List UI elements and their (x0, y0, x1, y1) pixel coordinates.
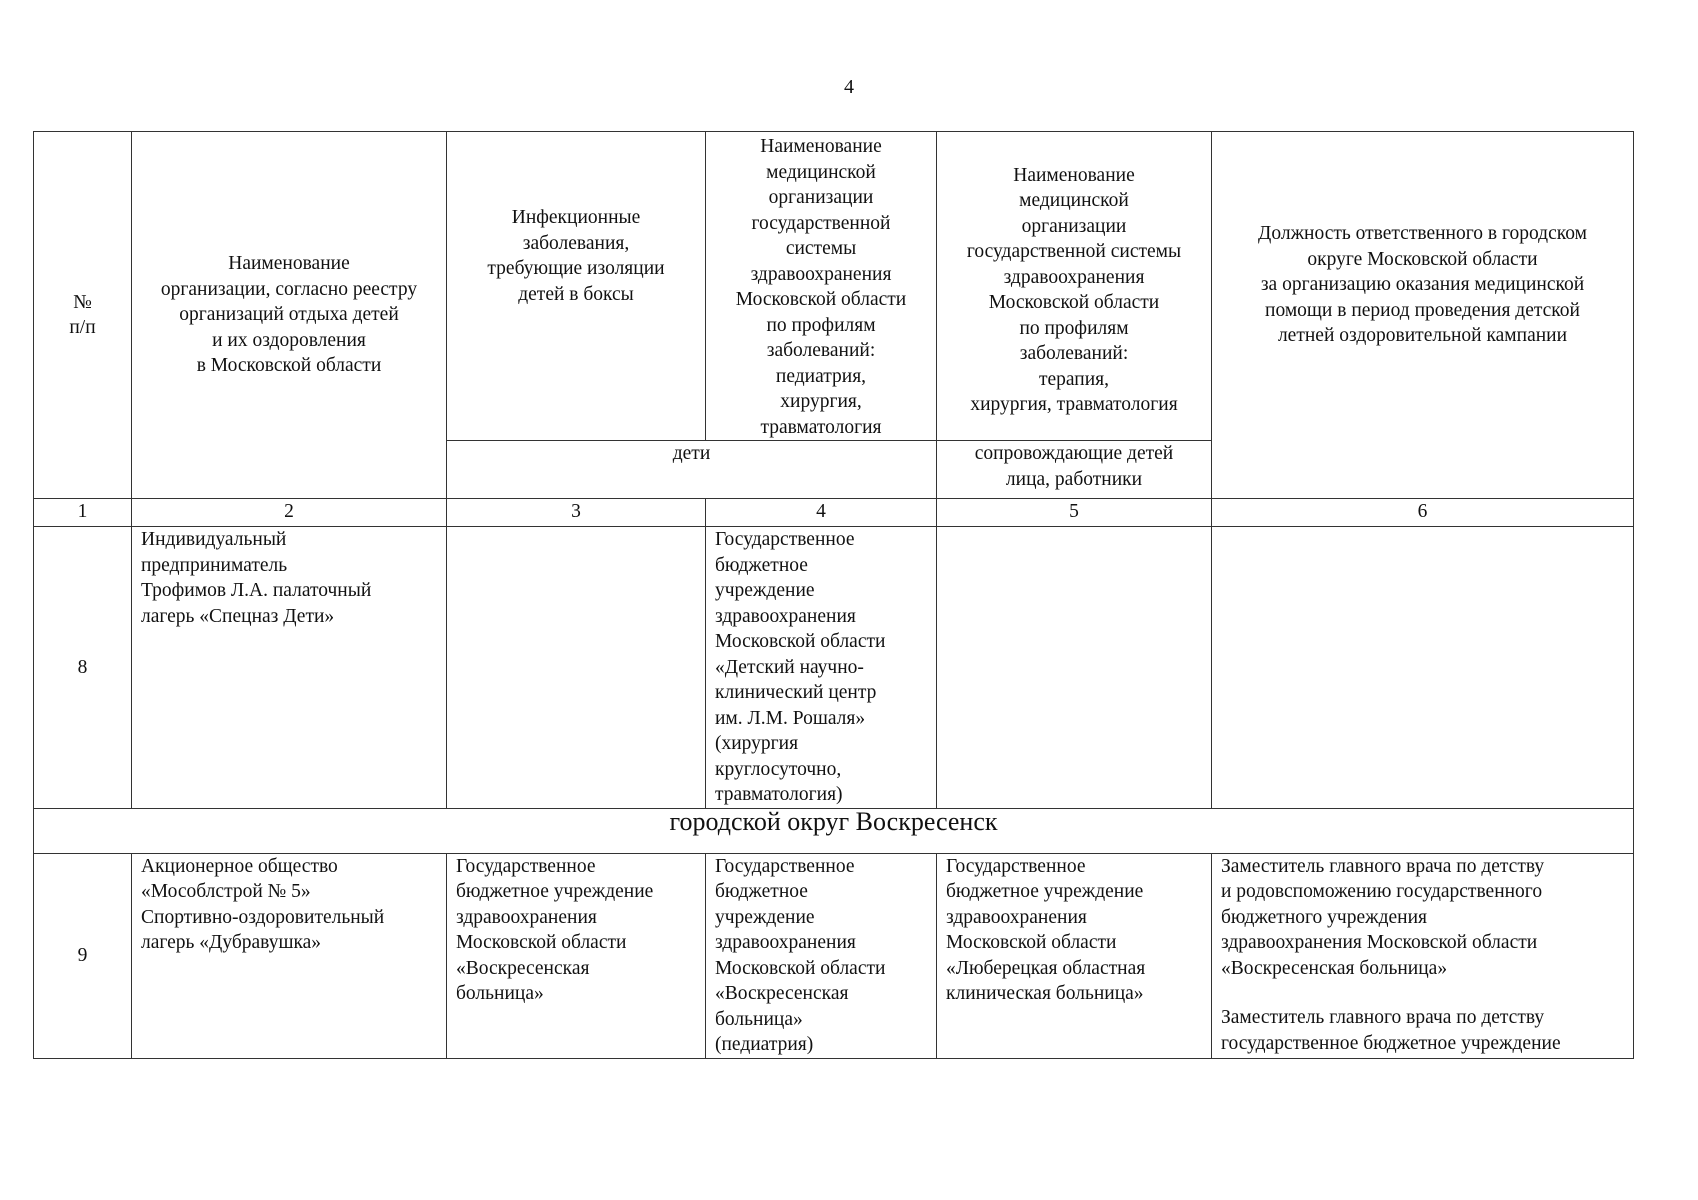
table-row (34, 853, 1634, 1058)
header-accompanying-adults: сопровождающие детей лица, работники (937, 441, 1212, 499)
responsible-entry: Заместитель главного врача по детству государственное бюджетное учреждение (1221, 1007, 1561, 1054)
infectious-cell (447, 527, 706, 809)
adult-org-cell (937, 527, 1212, 809)
column-number: 3 (447, 499, 706, 527)
infectious-cell: Государственное бюджетное учреждение здравоохранения Московской области «Воскресенская больница» (447, 853, 706, 1058)
responsible-entry: Заместитель главного врача по детству и родовспоможению государственного бюджетного учреждения здравоохранения Московской области «Воскресенская больница» (1221, 855, 1545, 979)
header-infectious: Инфекционные заболевания, требующие изоляции детей в боксы (447, 132, 706, 441)
organization-cell: Индивидуальный предприниматель Трофимов Л.А. палаточный лагерь «Спецназ Дети» (132, 527, 447, 809)
organization-cell: Акционерное общество «Мособлстрой № 5» Спортивно-оздоровительный лагерь «Дубравушка» (132, 853, 447, 1058)
header-number: № п/п (34, 132, 132, 499)
header-adult-org: Наименование медицинской организации государственной системы здравоохранения Московской области по профилям заболеваний: терапия, хирургия, травматология (937, 132, 1212, 441)
page-number: 4 (844, 76, 854, 98)
column-number: 2 (132, 499, 447, 527)
pediatric-org-cell: Государственное бюджетное учреждение здравоохранения Московской области «Детский научно- клинический центр им. Л.М. Рошаля» (хирургия круглосуточно, травматология) (706, 527, 937, 809)
responsible-cell (1212, 527, 1634, 809)
hospital-assignment-table (33, 131, 1634, 1059)
section-title: городской округ Воскресенск (34, 808, 1634, 853)
header-children: дети (447, 441, 937, 499)
header-organization: Наименование организации, согласно реестру организаций отдыха детей и их оздоровления в Московской области (132, 132, 447, 499)
pediatric-org-cell: Государственное бюджетное учреждение здравоохранения Московской области «Воскресенская больница» (педиатрия) (706, 853, 937, 1058)
row-number: 8 (34, 527, 132, 809)
column-numbers-row (34, 499, 1634, 527)
responsible-cell (1212, 853, 1634, 1058)
column-number: 4 (706, 499, 937, 527)
column-number: 5 (937, 499, 1212, 527)
header-responsible: Должность ответственного в городском округе Московской области за организацию оказания медицинской помощи в период проведения детской летней оздоровительной кампании (1212, 132, 1634, 499)
section-row (34, 808, 1634, 853)
row-number: 9 (34, 853, 132, 1058)
table-row (34, 527, 1634, 809)
column-number: 1 (34, 499, 132, 527)
column-number: 6 (1212, 499, 1634, 527)
adult-org-cell: Государственное бюджетное учреждение здравоохранения Московской области «Люберецкая областная клиническая больница» (937, 853, 1212, 1058)
header-row (34, 132, 1634, 441)
header-pediatric-org: Наименование медицинской организации государственной системы здравоохранения Московской области по профилям заболеваний: педиатрия, хирургия, травматология (706, 132, 937, 441)
